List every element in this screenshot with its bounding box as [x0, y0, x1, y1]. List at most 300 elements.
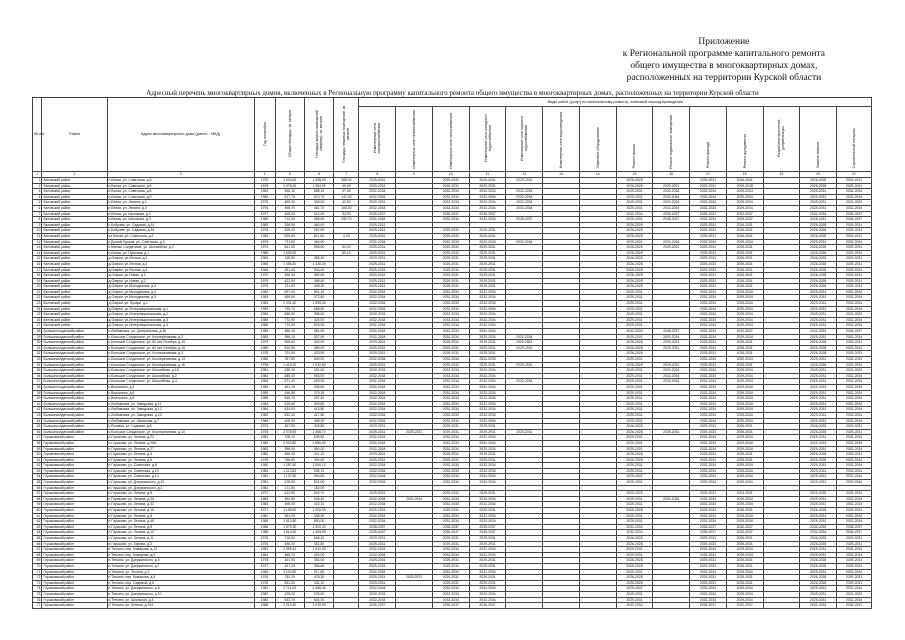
- table-row: [33, 586, 872, 592]
- table-cell: д.Озерки, ул.Лесная, д.2: [107, 256, 254, 262]
- table-cell: 601,10: [304, 289, 333, 295]
- table-cell: 1984: [254, 312, 275, 318]
- table-cell: 2026-2028: [616, 222, 653, 228]
- table-cell: 2026-2031: [726, 563, 763, 569]
- table-cell: 429,00: [275, 591, 304, 597]
- table-cell: 2029-2031: [359, 508, 396, 514]
- table-cell: с.Волоконск, д.6: [107, 396, 254, 402]
- table-cell: 2032-2034: [690, 597, 727, 603]
- table-cell: 2029-2031: [432, 340, 469, 346]
- table-cell: 2035-2037: [359, 603, 396, 609]
- table-cell: 305,20: [275, 228, 304, 234]
- table-cell: с.Большое Солдатское, ул. Кооперативная, д.2: [107, 334, 254, 340]
- table-cell: 33: [33, 357, 42, 363]
- table-cell: 2029-2031: [359, 183, 396, 189]
- header-work-1: Инженерные сети электроснабжения: [359, 107, 396, 172]
- table-cell: 2035-2037: [469, 603, 506, 609]
- table-cell: с.Любимовка, ул. Заводская, д.13: [107, 412, 254, 418]
- table-row: [33, 312, 872, 318]
- table-cell: 1981: [254, 513, 275, 519]
- table-cell: 28: [33, 329, 42, 335]
- table-cell: 701,50: [275, 351, 304, 357]
- table-cell: 632,00: [275, 412, 304, 418]
- table-cell: 2029-2031: [690, 233, 727, 239]
- table-cell: 2029-2034: [726, 435, 763, 441]
- table-cell: 2032-2034: [690, 569, 727, 575]
- table-cell: 2029-2031: [800, 205, 837, 211]
- table-cell: 2026-2028: [616, 424, 653, 430]
- table-cell: 2032-2034: [359, 401, 396, 407]
- table-cell: 2032-2034: [432, 547, 469, 553]
- table-cell: 72: [33, 575, 42, 581]
- table-cell: 2026-2031: [726, 245, 763, 251]
- table-cell: 2032-2034: [690, 591, 727, 597]
- table-cell: 2029-2031: [690, 256, 727, 262]
- table-cell: 77: [33, 603, 42, 609]
- table-cell: 2032-2034: [359, 301, 396, 307]
- table-cell: 34: [33, 362, 42, 368]
- table-cell: 74: [33, 586, 42, 592]
- table-cell: 2032-2034: [432, 463, 469, 469]
- table-header: [33, 98, 872, 178]
- table-cell: 2026-2028: [616, 345, 653, 351]
- table-cell: 1981: [254, 480, 275, 486]
- table-cell: 2032-2034: [690, 502, 727, 508]
- table-cell: 2035-2037: [837, 217, 872, 223]
- table-cell: 2035-2037: [690, 211, 727, 217]
- table-cell: 2026-2028: [616, 284, 653, 290]
- header-year: Год постройки: [254, 98, 275, 172]
- table-cell: 2032-2034: [432, 329, 469, 335]
- table-cell: п.Глушково, ул. Ленина, д.10: [107, 530, 254, 536]
- table-cell: 2032-2034: [469, 306, 506, 312]
- table-cell: 457,90: [275, 424, 304, 430]
- table-cell: 381,00: [275, 513, 304, 519]
- table-cell: 1982: [254, 485, 275, 491]
- table-cell: 2032-2034: [469, 239, 506, 245]
- table-cell: 2032-2034: [432, 379, 469, 385]
- table-cell: 2026-2028: [800, 563, 837, 569]
- table-cell: 427,20: [275, 563, 304, 569]
- table-cell: 343,00: [304, 340, 333, 346]
- table-cell: Беловский район: [42, 189, 107, 195]
- table-cell: 2029-2031: [359, 452, 396, 458]
- table-cell: 2032-2034: [690, 357, 727, 363]
- table-cell: 2029-2031: [432, 508, 469, 514]
- table-cell: 1983: [254, 233, 275, 239]
- table-cell: 2029-2031: [837, 508, 872, 514]
- table-cell: 305,60: [304, 384, 333, 390]
- table-cell: 2029-2031: [469, 278, 506, 284]
- table-cell: 2032-2034: [359, 205, 396, 211]
- table-cell: 2029-2031: [359, 273, 396, 279]
- table-cell: 2032-2034: [469, 440, 506, 446]
- table-cell: Большесолдатский район: [42, 429, 107, 435]
- table-cell: 2029-2031: [616, 194, 653, 200]
- table-cell: 422,50: [275, 278, 304, 284]
- table-cell: 2032-2034: [469, 468, 506, 474]
- table-cell: 538,10: [275, 368, 304, 374]
- table-cell: 2032-2034: [359, 312, 396, 318]
- table-cell: 21: [33, 289, 42, 295]
- table-cell: 2029-2031: [616, 384, 653, 390]
- table-cell: д.Озерки, ул. Бухарь, д.1: [107, 301, 254, 307]
- table-cell: 2029-2034: [726, 373, 763, 379]
- table-cell: 2029-2031: [690, 340, 727, 346]
- table-cell: 2032-2034: [359, 502, 396, 508]
- table-cell: 309,80: [304, 401, 333, 407]
- table-cell: 643,70: [275, 597, 304, 603]
- table-cell: с.Долгий Буерак, ул. Советская, д.3: [107, 239, 254, 245]
- column-number: 6: [304, 172, 333, 178]
- table-cell: 152,00: [304, 485, 333, 491]
- table-cell: Глушковский район: [42, 536, 107, 542]
- table-cell: 2032-2034: [653, 334, 690, 340]
- table-cell: 2032-2034: [432, 401, 469, 407]
- table-cell: 2026-2031: [726, 250, 763, 256]
- table-cell: 2032-2034: [359, 317, 396, 323]
- table-cell: 2026-2028: [800, 508, 837, 514]
- table-cell: 2026-2028: [616, 267, 653, 273]
- table-cell: 2029-2034: [726, 301, 763, 307]
- table-cell: 2032-2034: [690, 301, 727, 307]
- table-cell: 1977: [254, 211, 275, 217]
- table-cell: 697,00: [275, 289, 304, 295]
- table-cell: 2032-2034: [432, 384, 469, 390]
- column-number: 13: [543, 172, 580, 178]
- table-cell: 505,60: [275, 340, 304, 346]
- table-cell: 2032-2034: [469, 384, 506, 390]
- table-cell: 2029-2031: [432, 228, 469, 234]
- table-cell: 2032-2034: [690, 373, 727, 379]
- table-cell: 2032-2034: [837, 480, 872, 486]
- table-cell: 2026-2031: [726, 222, 763, 228]
- table-cell: 2032-2034: [690, 334, 727, 340]
- table-cell: 2032-2034: [469, 295, 506, 301]
- table-cell: 30: [33, 340, 42, 346]
- table-cell: д.Озерки, ул.Лесная, д.4: [107, 267, 254, 273]
- table-cell: 2026-2031: [726, 233, 763, 239]
- table-cell: 2032-2034: [690, 306, 727, 312]
- table-cell: 2032-2034: [432, 407, 469, 413]
- table-cell: Большесолдатский район: [42, 407, 107, 413]
- table-cell: 2032-2034: [837, 205, 872, 211]
- table-cell: 2029-2034: [726, 390, 763, 396]
- table-cell: 2029-2031: [837, 563, 872, 569]
- table-cell: 2032-2034: [432, 519, 469, 525]
- table-cell: 2032-2034: [653, 239, 690, 245]
- table-cell: 2026-2028: [616, 508, 653, 514]
- table-row: [33, 323, 872, 329]
- table-cell: 2026-2028: [800, 345, 837, 351]
- table-cell: 1 879,30: [275, 524, 304, 530]
- table-cell: 1983: [254, 401, 275, 407]
- table-cell: 2032-2034: [469, 390, 506, 396]
- table-cell: 2032-2034: [837, 418, 872, 424]
- table-cell: 2032-2034: [506, 239, 543, 245]
- table-cell: с.Любимовка, ул. Школьная, д.7: [107, 418, 254, 424]
- table-cell: 45: [33, 424, 42, 430]
- table-cell: 817,70: [275, 194, 304, 200]
- table-cell: 2035-2037: [432, 524, 469, 530]
- table-cell: 2035-2037: [469, 530, 506, 536]
- table-cell: 2029-2031: [469, 362, 506, 368]
- table-cell: 2029-2034: [726, 513, 763, 519]
- table-cell: 1984: [254, 569, 275, 575]
- table-cell: Глушковский район: [42, 435, 107, 441]
- table-cell: Большесолдатский район: [42, 390, 107, 396]
- table-cell: 2032-2034: [690, 323, 727, 329]
- table-cell: 2029-2031: [616, 547, 653, 553]
- table-cell: Глушковский район: [42, 541, 107, 547]
- table-cell: 2029-2034: [726, 357, 763, 363]
- table-cell: 2029-2034: [726, 597, 763, 603]
- table-cell: 2029-2031: [432, 563, 469, 569]
- table-cell: 1 456,30: [275, 261, 304, 267]
- table-cell: 2032-2034: [469, 189, 506, 195]
- table-cell: 2029-2031: [616, 317, 653, 323]
- table-cell: 2029-2031: [837, 228, 872, 234]
- table-cell: 498,00: [275, 502, 304, 508]
- table-cell: 2032-2037: [726, 524, 763, 530]
- table-cell: 47: [33, 435, 42, 441]
- table-cell: 406,30: [275, 418, 304, 424]
- header-total-area: Общая площадь, кв. метров: [275, 98, 304, 172]
- header-work-14: Строительный контроль: [837, 107, 872, 172]
- table-cell: 267,50: [304, 228, 333, 234]
- table-cell: 629,00: [304, 379, 333, 385]
- table-cell: 752,10: [275, 575, 304, 581]
- table-cell: 14: [33, 250, 42, 256]
- table-cell: 18: [33, 273, 42, 279]
- table-cell: 2032-2034: [690, 412, 727, 418]
- table-cell: п.Глушково, ул. Ленина, д.48: [107, 519, 254, 525]
- table-cell: 1965: [254, 267, 275, 273]
- table-cell: п.Глушково, ул. Ленина, д.5: [107, 524, 254, 530]
- table-cell: 2029-2031: [800, 468, 837, 474]
- table-row: [33, 239, 872, 245]
- table-cell: 2032-2034: [359, 239, 396, 245]
- table-cell: 1981: [254, 368, 275, 374]
- table-cell: 2032-2034: [432, 317, 469, 323]
- table-cell: 2029-2031: [359, 541, 396, 547]
- table-cell: 2029-2034: [726, 591, 763, 597]
- table-cell: 7: [33, 211, 42, 217]
- header-nonliving-area: Площадь нежилых помещений, кв. метров: [334, 98, 359, 172]
- table-cell: 2 288,40: [304, 586, 333, 592]
- table-cell: 2029-2031: [690, 452, 727, 458]
- table-cell: 2029-2031: [690, 362, 727, 368]
- table-cell: 2029-2031: [690, 429, 727, 435]
- table-cell: 29: [33, 334, 42, 340]
- table-cell: 2026-2028: [800, 228, 837, 234]
- table-cell: 2029-2031: [432, 256, 469, 262]
- table-cell: 2026-2028: [616, 256, 653, 262]
- table-cell: 2029-2031: [800, 295, 837, 301]
- table-cell: 2029-2034: [726, 312, 763, 318]
- table-cell: 2032-2034: [469, 552, 506, 558]
- table-cell: 2032-2037: [726, 329, 763, 335]
- table-cell: 2029-2031: [616, 440, 653, 446]
- table-cell: п.Глушково, ул. Советская, д.8: [107, 463, 254, 469]
- table-cell: 2029-2031: [837, 183, 872, 189]
- table-cell: п.Глушково, ул. Ленина, д.4: [107, 452, 254, 458]
- table-cell: 2032-2034: [359, 189, 396, 195]
- table-cell: 2026-2028: [800, 267, 837, 273]
- table-cell: 2032-2034: [469, 412, 506, 418]
- table-cell: Глушковский район: [42, 485, 107, 491]
- table-cell: п.Теткино, ул. Дзержинского, д.10: [107, 591, 254, 597]
- table-cell: 1980: [254, 463, 275, 469]
- table-cell: 2032-2034: [432, 552, 469, 558]
- table-cell: 1983: [254, 295, 275, 301]
- table-cell: Беловский район: [42, 228, 107, 234]
- table-cell: 2029-2031: [616, 390, 653, 396]
- table-cell: 2 711,00: [275, 586, 304, 592]
- table-cell: 2032-2034: [837, 591, 872, 597]
- table-cell: 2032-2034: [432, 357, 469, 363]
- table-cell: 2032-2034: [800, 211, 837, 217]
- table-cell: 2032-2034: [432, 586, 469, 592]
- table-cell: 2029-2031: [432, 245, 469, 251]
- document-title: Адресный перечень многоквартирных домов, включенных в Региональную программу капитального ремонта общего имущества в многоквартирных домах, расположенных на территории Курской области: [146, 89, 759, 97]
- table-cell: 350,00: [304, 446, 333, 452]
- table-cell: 2026-2031: [726, 345, 763, 351]
- table-cell: 267,40: [304, 396, 333, 402]
- table-cell: 2023-2025: [800, 491, 837, 497]
- table-cell: п.Белая, ул. Пушкина, д.1: [107, 250, 254, 256]
- table-cell: 52: [33, 463, 42, 469]
- table-cell: 2032-2034: [690, 463, 727, 469]
- table-cell: п.Глушково, ул. Ленина, д.6: [107, 457, 254, 463]
- table-cell: 1983: [254, 222, 275, 228]
- table-cell: 2029-2031: [616, 373, 653, 379]
- table-cell: 1 850,00: [304, 440, 333, 446]
- table-cell: 2026-2028: [616, 250, 653, 256]
- table-cell: 2029-2031: [432, 278, 469, 284]
- table-cell: 2029-2031: [469, 491, 506, 497]
- table-cell: 2032-2034: [690, 200, 727, 206]
- table-cell: 2026-2028: [616, 261, 653, 267]
- header-work-3: Инженерные сети газоснабжения: [432, 107, 469, 172]
- table-cell: 2029-2031: [800, 446, 837, 452]
- table-cell: 35: [33, 368, 42, 374]
- table-cell: [763, 603, 800, 609]
- table-cell: 2026-2031: [726, 536, 763, 542]
- table-cell: Глушковский район: [42, 603, 107, 609]
- table-cell: 48: [33, 440, 42, 446]
- table-cell: Беловский район: [42, 295, 107, 301]
- table-cell: 2035-2037: [837, 530, 872, 536]
- table-cell: 2032-2034: [359, 597, 396, 603]
- table-cell: 2029-2034: [726, 379, 763, 385]
- table-cell: [543, 603, 580, 609]
- table-cell: 2029-2031: [359, 228, 396, 234]
- table-cell: 5: [33, 200, 42, 206]
- table-cell: Беловский район: [42, 317, 107, 323]
- table-cell: 2032-2034: [432, 312, 469, 318]
- table-cell: 592,60: [275, 496, 304, 502]
- table-cell: 1972: [254, 491, 275, 497]
- table-cell: 2029-2034: [726, 384, 763, 390]
- table-cell: 2029-2031: [690, 245, 727, 251]
- table-cell: с.Большое Солдатское, ул. 60 лет Октября, д.15: [107, 340, 254, 346]
- table-cell: п.Глушково, ул. Ленина, д.8: [107, 491, 254, 497]
- table-cell: 2026-2031: [726, 558, 763, 564]
- table-cell: 2032-2034: [837, 289, 872, 295]
- table-cell: 2029-2034: [726, 396, 763, 402]
- table-cell: 2029-2031: [800, 552, 837, 558]
- table-cell: п.Теткино, ул. Дзержинского, д.8: [107, 586, 254, 592]
- table-cell: 36: [33, 373, 42, 379]
- table-cell: 388,00: [334, 178, 359, 184]
- table-cell: 2029-2034: [726, 586, 763, 592]
- table-cell: 2026-2028: [616, 278, 653, 284]
- table-cell: 2029-2034: [726, 496, 763, 502]
- table-cell: 391,40: [275, 267, 304, 273]
- table-cell: 2026-2031: [726, 256, 763, 262]
- table-cell: с.Любимовка, ул. Заводская, д.12: [107, 407, 254, 413]
- table-cell: 2026-2028: [800, 183, 837, 189]
- table-cell: 2: [33, 183, 42, 189]
- table-cell: 47,00: [334, 189, 359, 195]
- table-cell: 1984: [254, 407, 275, 413]
- table-cell: д.Озерки, ул.Интернациональная, д.1: [107, 306, 254, 312]
- table-cell: 1978: [254, 558, 275, 564]
- table-cell: 1 040,10: [304, 463, 333, 469]
- table-cell: Большесолдатский район: [42, 357, 107, 363]
- table-cell: 2029-2031: [800, 463, 837, 469]
- table-cell: 2029-2031: [616, 312, 653, 318]
- table-cell: Беловский район: [42, 301, 107, 307]
- table-cell: 2029-2034: [726, 401, 763, 407]
- table-cell: 290,70: [334, 217, 359, 223]
- table-cell: 1984: [254, 379, 275, 385]
- table-cell: 2032-2034: [469, 289, 506, 295]
- table-cell: 2026-2028: [616, 429, 653, 435]
- table-cell: 2029-2034: [726, 463, 763, 469]
- table-cell: с.Волоконск, д.3: [107, 384, 254, 390]
- table-cell: 2029-2031: [469, 256, 506, 262]
- table-cell: 546,70: [275, 396, 304, 402]
- table-cell: 358,00: [304, 217, 333, 223]
- table-cell: 1 078,90: [304, 603, 333, 609]
- table-cell: 1985: [254, 329, 275, 335]
- table-cell: 2029-2031: [616, 205, 653, 211]
- table-cell: Беловский район: [42, 323, 107, 329]
- header-work-7: Лифтовое оборудование: [579, 107, 616, 172]
- table-cell: 2026-2031: [726, 457, 763, 463]
- table-cell: 2035-2037: [690, 603, 727, 609]
- table-cell: 2032-2034: [506, 205, 543, 211]
- table-cell: 4: [33, 194, 42, 200]
- table-cell: 2029-2031: [800, 194, 837, 200]
- table-cell: [506, 603, 543, 609]
- table-cell: 466,40: [275, 452, 304, 458]
- table-cell: 339,00: [304, 200, 333, 206]
- table-row: [33, 329, 872, 335]
- table-cell: 2029-2031: [432, 345, 469, 351]
- table-cell: 2032-2034: [690, 496, 727, 502]
- table-cell: 2032-2034: [469, 357, 506, 363]
- table-cell: 2032-2034: [359, 334, 396, 340]
- table-cell: 147,00: [334, 194, 359, 200]
- table-cell: 2029-2031: [800, 357, 837, 363]
- table-cell: 2032-2034: [616, 530, 653, 536]
- table-cell: Глушковский район: [42, 530, 107, 536]
- table-cell: с.Бобрава, ул. Садовая, д.16: [107, 228, 254, 234]
- table-cell: с.Большое Солдатское, ул. Шоссейная, д.1А: [107, 368, 254, 374]
